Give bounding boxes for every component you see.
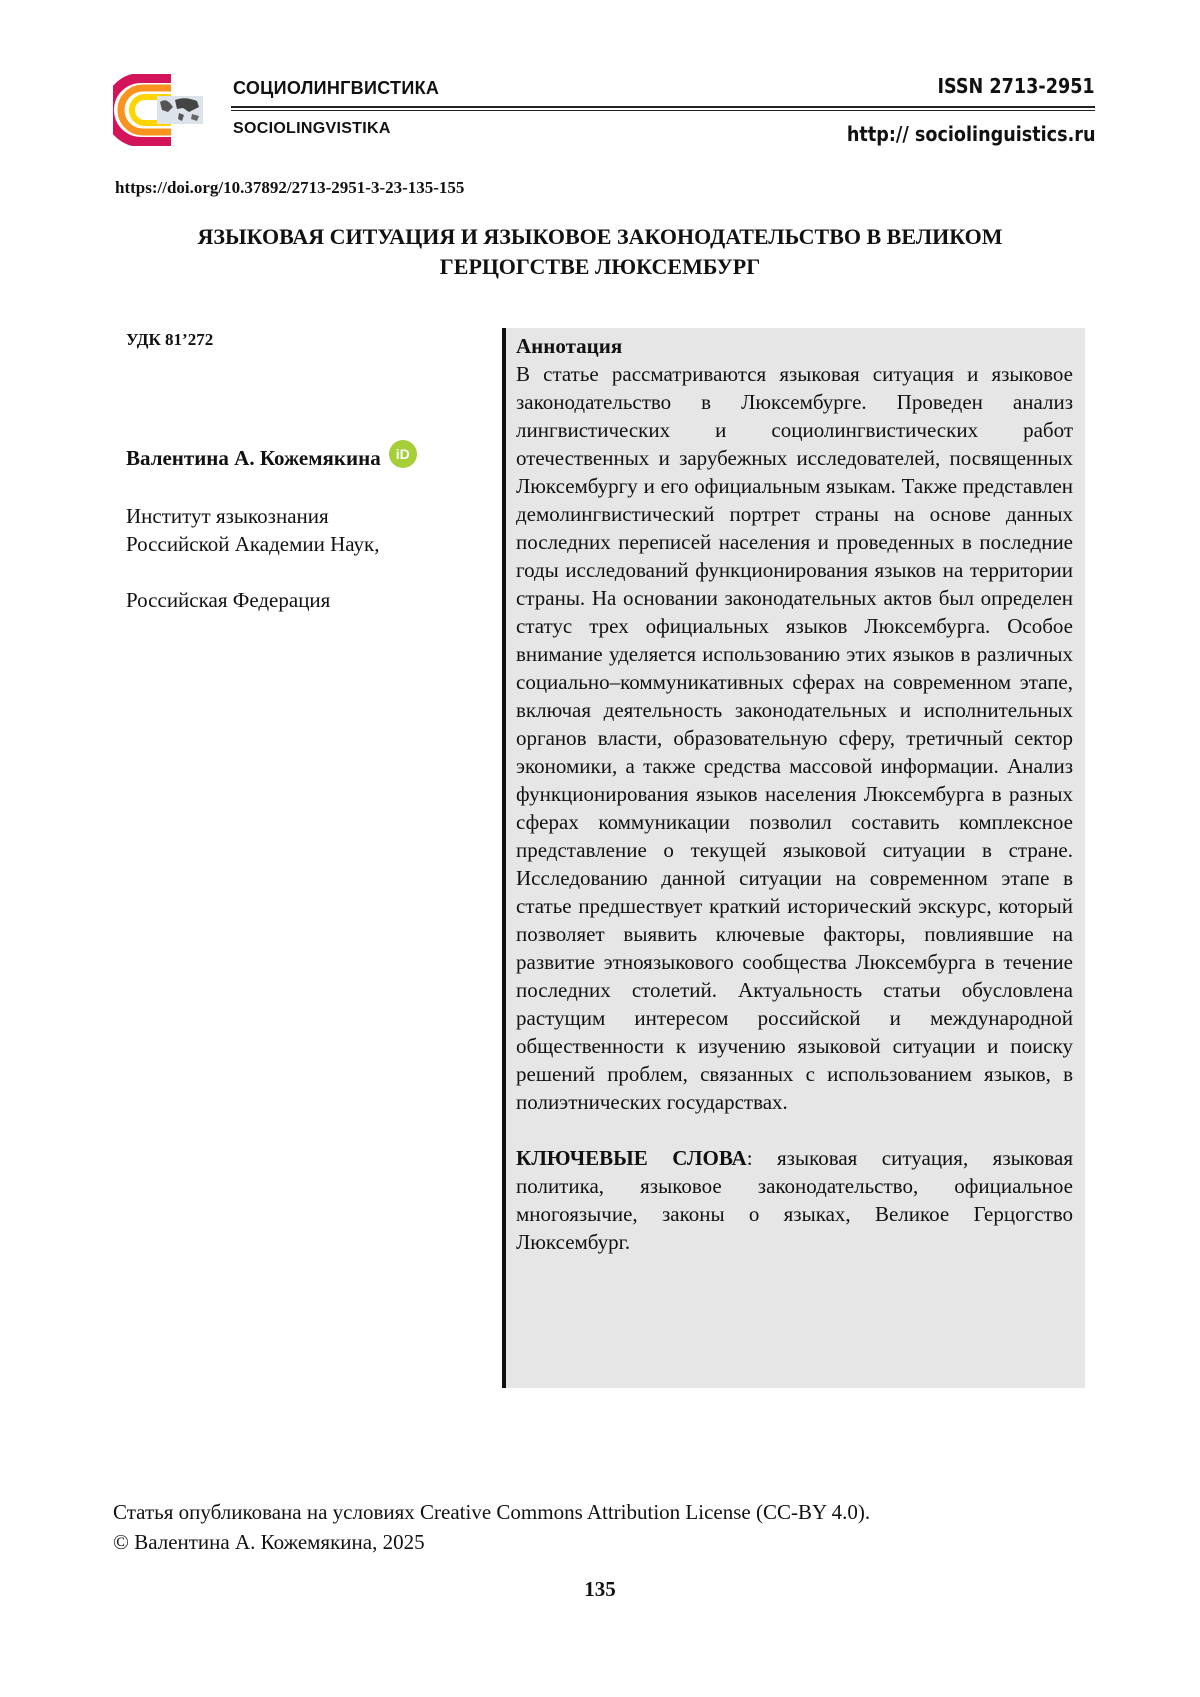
doi-link[interactable]: https://doi.org/10.37892/2713-2951-3-23-135-155 [115, 178, 465, 197]
affiliation-line-1: Институт языкознания [126, 504, 329, 528]
orcid-icon[interactable]: iD [389, 440, 417, 468]
license-line: Статья опубликована на условиях Creative Commons Attribution License (CC-BY 4.0). [113, 1500, 871, 1524]
journal-name-en: SOCIOLINGVISTIKA [233, 120, 391, 137]
journal-name-ru: СОЦИОЛИНГВИСТИКА [233, 78, 440, 98]
journal-header [113, 74, 1095, 154]
keywords-text: : языковая ситуация, языковая политика, языковое законодательство, официальное многоязычие, законы о языках, Великое Герцогство Люксембург. [516, 1146, 1073, 1254]
author-name-row [126, 440, 417, 471]
journal-logo [113, 74, 213, 146]
keywords-label: КЛЮЧЕВЫЕ СЛОВА [516, 1146, 747, 1170]
issn: ISSN 2713-2951 [937, 74, 1095, 98]
abstract-heading: Аннотация [516, 334, 623, 358]
header-rule-thin [231, 110, 1095, 111]
journal-site-link[interactable]: http:// sociolinguistics.ru [846, 122, 1095, 146]
header-rule-thick [231, 106, 1095, 108]
author-info [126, 330, 486, 612]
affiliation-line-2: Российской Академии Наук, [126, 532, 380, 556]
author-affiliation [126, 502, 380, 558]
abstract-text: В статье рассматриваются языковая ситуация и языковое законодательство в Люксембурге. Проведен анализ лингвистических и социолингвистических работ отечественных и зарубежных исследователей, посвященных Люксембургу и его официальным языкам. Также представлен демолингвистический портрет страны на основе данных последних переписей населения и проведенных в последние годы исследований функционирования языков на территории страны. На основании законодательных актов был определен статус трех официальных языков Люксембурга. Особое внимание уделяется использованию этих языков в различных социально–коммуникативных сферах на современном этапе, включая деятельность законодательных и исполнительных органов власти, образовательную сферу, третичный сектор экономики, а также средства массовой информации. Анализ функционирования языков населения Люксембурга в разных сферах коммуникации позволил составить комплексное представление о текущей языковой ситуации в стране. Исследованию данной ситуации на современном этапе в статье предшествует краткий исторический экскурс, который позволяет выявить ключевые факторы, повлиявшие на развитие этноязыкового сообщества Люксембурга в течение последних столетий. Актуальность статьи обусловлена растущим интересом российской и международной общественности к изучению языковой ситуации и поиску решений проблем, связанных с использованием языков, в полиэтнических государствах. [516, 362, 1073, 1114]
keywords [516, 1144, 1073, 1256]
article-title: ЯЗЫКОВАЯ СИТУАЦИЯ И ЯЗЫКОВОЕ ЗАКОНОДАТЕЛЬСТВО В ВЕЛИКОМ ГЕРЦОГСТВЕ ЛЮКСЕМБУРГ [197, 224, 1003, 279]
udk-code: УДК 81’272 [126, 330, 214, 349]
author-name: Валентина А. Кожемякина [126, 446, 381, 470]
license-footer [113, 1497, 870, 1557]
author-country: Российская Федерация [126, 588, 331, 612]
copyright-line: © Валентина А. Кожемякина, 2025 [113, 1530, 425, 1554]
abstract-box [502, 328, 1085, 1388]
page-number: 135 [584, 1577, 616, 1601]
